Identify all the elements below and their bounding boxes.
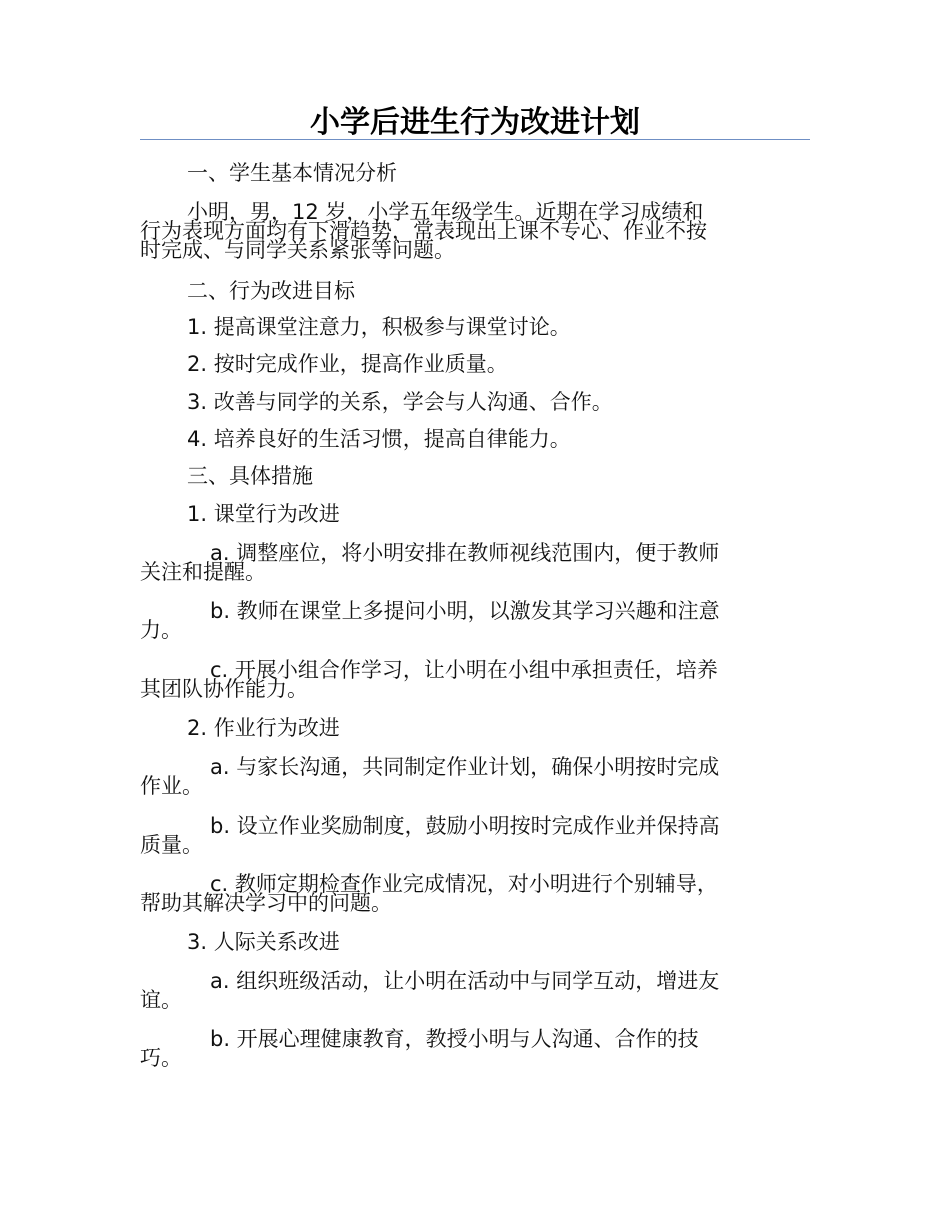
section-heading-2 [140,279,810,303]
text-line: 1. 课堂行为改进 [187,502,340,526]
section-heading-3 [140,464,810,488]
text-line: 帮助其解决学习中的问题。 [140,891,392,915]
text-line: 二、行为改进目标 [187,279,355,303]
paragraph-student-profile [140,200,810,262]
text-line: b. 开展心理健康教育，教授小明与人沟通、合作的技 [210,1027,699,1051]
text-line: 3. 改善与同学的关系，学会与人沟通、合作。 [187,390,613,414]
text-line: b. 设立作业奖励制度，鼓励小明按时完成作业并保持高 [210,814,720,838]
text-line: 一、学生基本情况分析 [187,161,397,185]
measure-heading-3 [140,930,810,954]
text-line: c. 开展小组合作学习，让小明在小组中承担责任，培养 [210,658,718,682]
text-line: 行为表现方面均有下滑趋势，常表现出上课不专心、作业不按 [140,219,707,243]
text-line: 2. 作业行为改进 [187,716,340,740]
text-line: a. 调整座位，将小明安排在教师视线范围内，便于教师 [210,541,720,565]
text-line: 巧。 [140,1046,182,1070]
measure-1b [140,599,810,642]
measure-2c [140,872,810,915]
text-line: 4. 培养良好的生活习惯，提高自律能力。 [187,427,571,451]
goal-item-4 [140,427,810,451]
text-line: 作业。 [140,774,203,798]
section-heading-1 [140,161,810,185]
measure-2b [140,814,810,857]
text-line: 质量。 [140,833,203,857]
text-line: b. 教师在课堂上多提问小明，以激发其学习兴趣和注意 [210,599,720,623]
text-line: 2. 按时完成作业，提高作业质量。 [187,352,508,376]
measure-heading-1 [140,502,810,526]
text-line: 时完成、与同学关系紧张等问题。 [140,238,455,262]
measure-2a [140,755,810,798]
text-line: 1. 提高课堂注意力，积极参与课堂讨论。 [187,315,571,339]
text-line: 三、具体措施 [187,464,313,488]
measure-heading-2 [140,716,810,740]
text-line: a. 与家长沟通，共同制定作业计划，确保小明按时完成 [210,755,720,779]
measure-3a [140,969,810,1012]
measure-1a [140,541,810,584]
measure-1c [140,658,810,701]
goal-item-3 [140,390,810,414]
text-line: 3. 人际关系改进 [187,930,340,954]
text-line: 力。 [140,618,182,642]
text-line: c. 教师定期检查作业完成情况，对小明进行个别辅导， [210,872,718,896]
text-line: a. 组织班级活动，让小明在活动中与同学互动，增进友 [210,969,720,993]
goal-item-2 [140,352,810,376]
text-line: 谊。 [140,988,182,1012]
measure-3b [140,1027,810,1070]
text-line: 小明，男，12 岁，小学五年级学生。近期在学习成绩和 [187,200,704,224]
document-title: 小学后进生行为改进计划 [310,105,640,140]
text-line: 其团队协作能力。 [140,677,308,701]
text-line: 关注和提醒。 [140,560,266,584]
goal-item-1 [140,315,810,339]
title-underline [140,139,810,140]
